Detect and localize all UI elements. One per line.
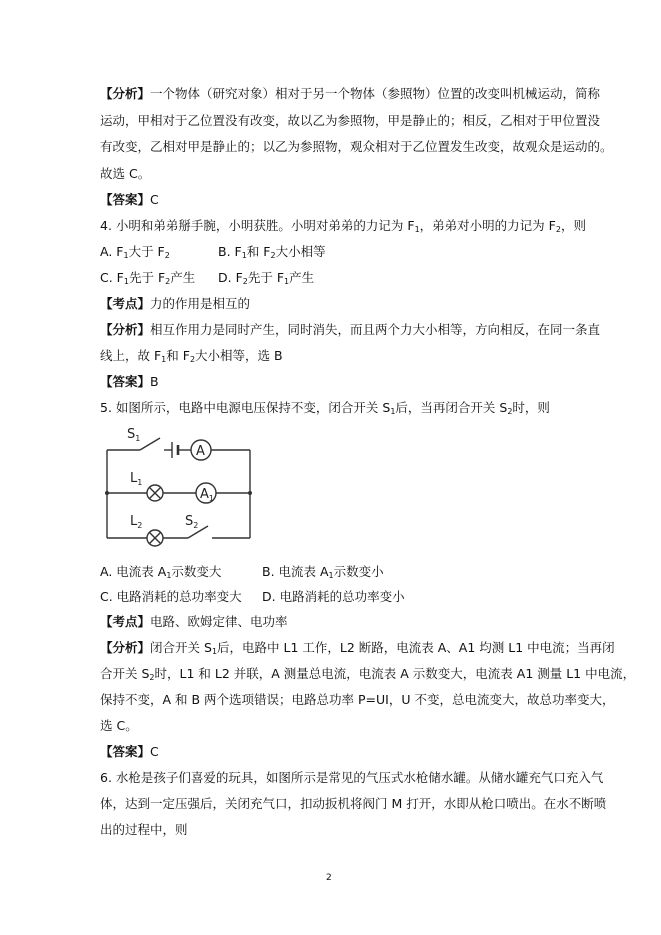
q6-stem-line: 出的过程中，则 [100,822,188,837]
page-number: 2 [326,873,332,883]
q4-knowledge-point: 【考点】力的作用是相互的 [100,296,251,311]
q5-answer: 【答案】C [100,744,159,759]
q4-option-a: A. $F_1$大于 $F_2$ [100,244,170,260]
q6-stem-line: 体，达到一定压强后，关闭充气口，扣动扳机将阀门 M 打开，水即从枪口喷出。在水不断喷 [100,796,607,811]
switch-s1-blade [140,438,160,450]
q5-analysis-line: 合开关 $S_2$时，L1 和 L2 并联，A 测量总电流，电流表 A 示数变大，电流表 A1 测量 L1 中电流， [100,666,636,682]
q6-stem-line: 6. 水枪是孩子们喜爱的玩具，如图所示是常见的气压式水枪储水罐。从储水罐充气口充入气 [100,770,604,785]
q4-stem: 4. 小明和弟弟掰手腕，小明获胜。小明对弟弟的力记为 $F_1$，弟弟对小明的力记为 $F_2$，则 [100,218,586,234]
q5-option-b: B. 电流表 $A_1$示数变小 [262,564,384,580]
q5-knowledge-point: 【考点】电路、欧姆定律、电功率 [100,614,288,629]
q5-analysis-line: 保持不变，A 和 B 两个选项错误；电路总功率 P=UI，U 不变，总电流变大，故总功率变大， [100,692,615,707]
q4-answer: 【答案】B [100,374,159,389]
q4-option-b: B. $F_1$和 $F_2$大小相等 [218,244,326,260]
q4-option-d: D. $F_2$先于 $F_1$产生 [218,270,315,286]
s1-label: $S_1$ [127,427,141,443]
q4-option-c: C. $F_1$先于 $F_2$产生 [100,270,196,286]
q5-analysis-line: 【分析】闭合开关 $S_1$后，电路中 L1 工作，L2 断路，电流表 A、A1 均测 L1 中电流；当再闭 [100,640,615,656]
q3-analysis-line: 运动，甲相对于乙位置没有改变，故以乙为参照物，甲是静止的；相反，乙相对于甲位置没 [100,113,601,128]
circuit-diagram [100,424,260,556]
q3-answer: 【答案】C [100,192,159,207]
ammeter-a1-label: $A_1$ [200,487,214,503]
q5-option-d: D. 电路消耗的总功率变小 [262,589,405,604]
q4-analysis-line: 【分析】相互作用力是同时产生，同时消失，而且两个力大小相等，方向相反，在同一条直 [100,322,601,337]
q5-analysis-line: 选 C。 [100,718,138,733]
analysis-tag: 【分析】 [100,86,151,101]
q4-analysis-line: 线上，故 $F_1$和 $F_2$大小相等，选 B [100,348,283,364]
q5-stem: 5. 如图所示，电路中电源电压保持不变，闭合开关 $S_1$后，当再闭合开关 $S_2$时，则 [100,400,550,416]
junction-dot [248,491,252,495]
s2-label: $S_2$ [185,514,199,530]
q3-analysis-line: 【分析】一个物体（研究对象）相对于另一个物体（参照物）位置的改变叫机械运动，简称 [100,86,601,101]
ammeter-a-label: A [196,444,205,459]
junction-dot [105,491,109,495]
q3-analysis-line: 故选 C。 [100,166,151,181]
q3-analysis-line: 有改变，乙相对甲是静止的；以乙为参照物，观众相对于乙位置发生改变，故观众是运动的。 [100,139,613,154]
l2-label: $L_2$ [130,514,143,530]
q5-option-a: A. 电流表 $A_1$示数变大 [100,564,222,580]
q5-option-c: C. 电路消耗的总功率变大 [100,589,242,604]
l1-label: $L_1$ [130,471,143,487]
